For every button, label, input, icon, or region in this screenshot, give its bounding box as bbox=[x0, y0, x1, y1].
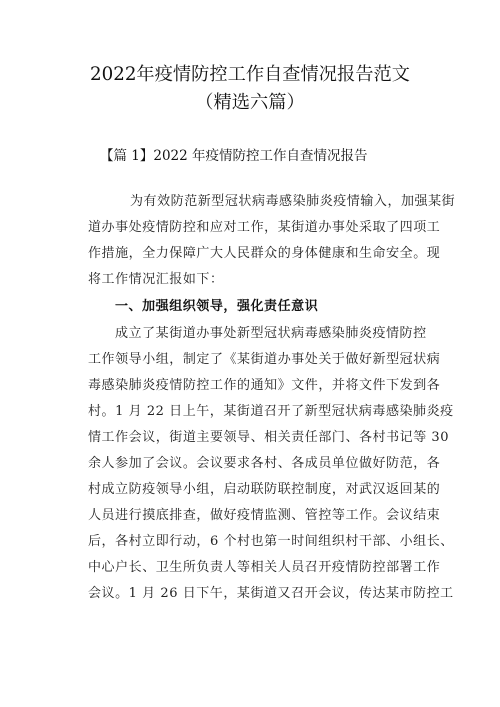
paragraph-2-line: 成立了某街道办事处新型冠状病毒感染肺炎疫情防控 bbox=[115, 326, 427, 341]
paragraph-2-line: 村成立防疫领导小组，启动联防联控制度，对武汉返回某的 bbox=[88, 482, 441, 497]
paragraph-2-line: 会议。1 月 26 日下午，某街道又召开会议，传达某市防控工 bbox=[88, 586, 454, 601]
paragraph-2-line: 情工作会议，街道主要领导、相关责任部门、各村书记等 30 bbox=[88, 430, 450, 445]
document-title-line-1: 2022年疫情防控工作自查情况报告范文 bbox=[90, 64, 410, 85]
paragraph-1-line: 道办事处疫情防控和应对工作，某街道办事处采取了四项工 bbox=[88, 220, 441, 235]
paragraph-2-line: 村。1 月 22 日上午，某街道召开了新型冠状病毒感染肺炎疫 bbox=[88, 404, 454, 419]
document-title-line-2: （精选六篇） bbox=[195, 92, 305, 113]
paragraph-2-line: 毒感染肺炎疫情防控工作的通知》文件，并将文件下发到各 bbox=[88, 378, 441, 393]
paragraph-2-line: 余人参加了会议。会议要求各村、各成员单位做好防范，各 bbox=[88, 456, 441, 471]
paragraph-2-line: 中心户长、卫生所负责人等相关人员召开疫情防控部署工作 bbox=[88, 560, 441, 575]
paragraph-2-line: 工作领导小组，制定了《某街道办事处关于做好新型冠状病 bbox=[88, 352, 441, 367]
subheading-1: 一、加强组织领导，强化责任意识 bbox=[115, 299, 319, 314]
paragraph-1-line: 将工作情况汇报如下： bbox=[88, 272, 224, 287]
paragraph-2-line: 后，各村立即行动，6 个村也第一时间组织村干部、小组长、 bbox=[88, 534, 454, 549]
paragraph-1-line: 为有效防范新型冠状病毒感染肺炎疫情输入，加强某街 bbox=[130, 194, 456, 209]
section-heading: 【篇 1】2022 年疫情防控工作自查情况报告 bbox=[100, 148, 368, 164]
paragraph-2-line: 人员进行摸底排查，做好疫情监测、管控等工作。会议结束 bbox=[88, 508, 441, 523]
paragraph-1-line: 作措施，全力保障广大人民群众的身体健康和生命安全。现 bbox=[88, 246, 441, 261]
